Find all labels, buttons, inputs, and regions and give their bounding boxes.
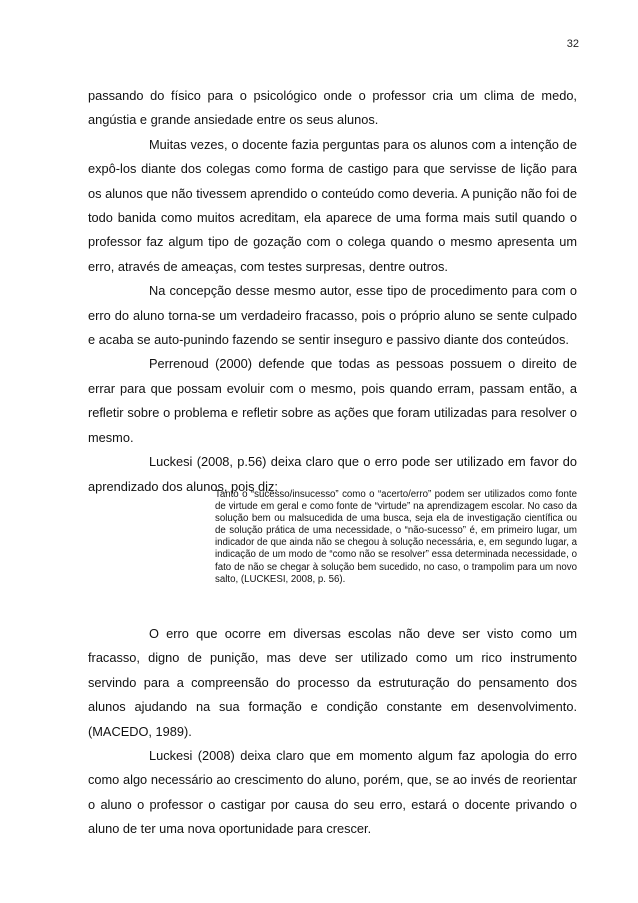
paragraph: O erro que ocorre em diversas escolas não deve ser visto como um fracasso, digno de punição, mas deve ser utilizado como um rico instrumento servindo para a compreensão do processo da estruturação do pensamento dos alunos ajudando na sua formação e condição constante em desenvolvimento. (MACEDO, 1989). <box>88 626 577 739</box>
body-text-lower <box>88 622 577 842</box>
paragraph: Luckesi (2008, p.56) deixa claro que o erro pode ser utilizado em favor do aprendizado dos alunos, pois diz: <box>88 454 577 494</box>
body-text-upper <box>88 84 577 499</box>
paragraph: Luckesi (2008) deixa claro que em momento algum faz apologia do erro como algo necessário ao crescimento do aluno, porém, que, se ao invés de reorientar o aluno o professor o castigar por causa do seu erro, estará o docente privando o aluno de ter uma nova oportunidade para crescer. <box>88 748 577 837</box>
block-quote: Tanto o “sucesso/insucesso” como o “acerto/erro” podem ser utilizados como fonte de virtude em geral e como fonte de “virtude” na aprendizagem escolar. No caso da solução bem ou malsucedida de uma busca, seja ela de investigação científica ou de solução prática de uma necessidade, o “não-sucesso” é, em primeiro lugar, um indicador de que ainda não se chegou à solução necessária, e, em segundo lugar, a indicação de um modo de “como não se resolver” essa determinada necessidade, o fato de não se chegar à solução bem sucedido, no caso, o trampolim para um novo salto, (LUCKESI, 2008, p. 56). <box>215 489 577 585</box>
paragraph: Perrenoud (2000) defende que todas as pessoas possuem o direito de errar para que possam evoluir com o mesmo, pois quando erram, passam então, a refletir sobre o problema e refletir sobre as ações que foram utilizadas para resolver o mesmo. <box>88 356 577 445</box>
paragraph: Muitas vezes, o docente fazia perguntas para os alunos com a intenção de expô-los diante dos colegas como forma de castigo para que servisse de lição para os alunos que não tivessem aprendido o conteúdo como deveria. A punição não foi de todo banida como muitos acreditam, ela aparece de uma forma mais sutil quando o professor faz algum tipo de gozação com o colega quando o mesmo apresenta um erro, através de ameaças, com testes surpresas, dentre outros. <box>88 136 577 274</box>
paragraph: passando do físico para o psicológico onde o professor cria um clima de medo, angústia e grande ansiedade entre os seus alunos. <box>88 88 577 128</box>
page-number: 32 <box>566 38 579 50</box>
paragraph: Na concepção desse mesmo autor, esse tipo de procedimento para com o erro do aluno torna-se um verdadeiro fracasso, pois o próprio aluno se sente culpado e acaba se auto-punindo fazendo se sentir inseguro e passivo diante dos conteúdos. <box>88 283 577 348</box>
